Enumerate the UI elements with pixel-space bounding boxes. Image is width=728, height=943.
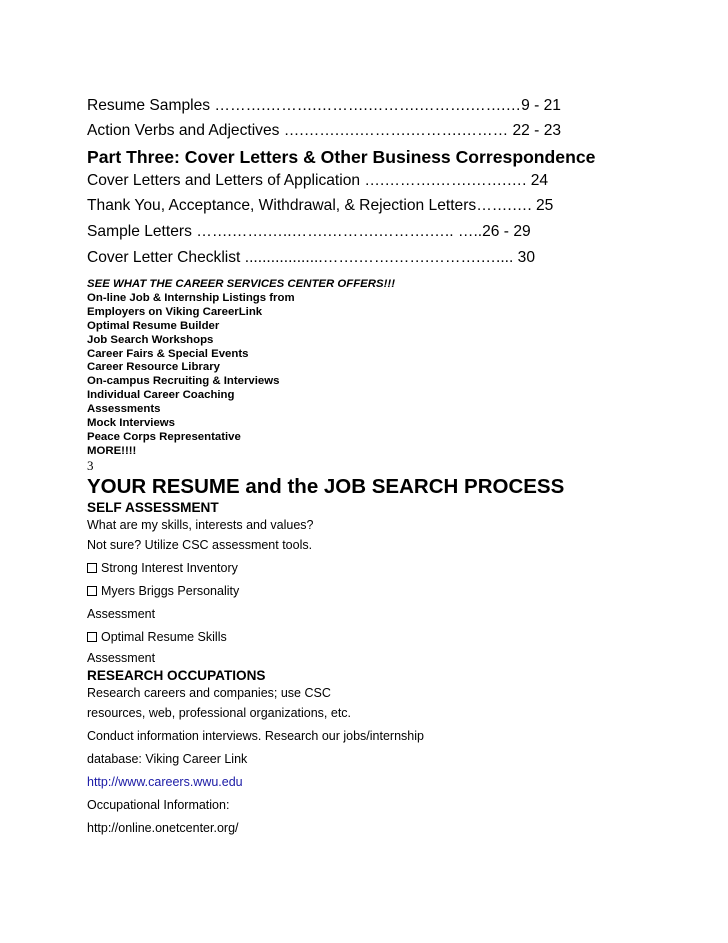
body-line: What are my skills, interests and values? (87, 517, 314, 532)
offers-title: SEE WHAT THE CAREER SERVICES CENTER OFFERS!!! (87, 278, 395, 290)
checklist-continuation: Assessment (87, 650, 156, 665)
checkbox-icon (87, 586, 97, 596)
checklist-label: Optimal Resume Skills (101, 629, 227, 644)
offers-item: Mock Interviews (87, 417, 175, 430)
offers-item: On-campus Recruiting & Interviews (87, 375, 280, 388)
body-line: Conduct information interviews. Research our jobs/internship (87, 728, 424, 743)
careers-link[interactable]: http://www.careers.wwu.edu (87, 774, 243, 789)
checklist-item-strong-interest (87, 557, 687, 580)
toc-leader: …….…….…..…….……….……….….. ….. (191, 223, 483, 240)
offers-item: Individual Career Coaching (87, 389, 235, 402)
page-number: 3 (87, 457, 94, 473)
toc-title: Action Verbs and Adjectives (87, 122, 280, 139)
checkbox-icon (87, 632, 97, 642)
offers-item: MORE!!!! (87, 444, 137, 457)
toc-leader: ….……….…….…….…. (360, 172, 531, 189)
checklist-item-optimal-resume (87, 626, 687, 649)
onet-url: http://online.onetcenter.org/ (87, 820, 239, 835)
body-line: resources, web, professional organizations, etc. (87, 705, 352, 720)
toc-pages: 25 (535, 197, 554, 214)
toc-leader: ..................…….…….…….……….….... (240, 249, 518, 266)
toc-line-cover-letters (87, 169, 687, 192)
toc-line-resume-samples (87, 94, 687, 117)
toc-line-action-verbs (87, 119, 687, 143)
offers-item: On-line Job & Internship Listings from (87, 291, 295, 304)
checklist-label: Myers Briggs Personality (101, 583, 240, 598)
toc-line-sample-letters (87, 220, 687, 244)
occupational-info-label: Occupational Information: (87, 797, 230, 812)
toc-title: Cover Letter Checklist (87, 249, 241, 266)
part-three-heading: Part Three: Cover Letters & Other Business Correspondence (87, 147, 596, 167)
toc-pages: 30 (517, 249, 536, 266)
career-services-offers (87, 278, 687, 459)
document-page (87, 94, 687, 840)
offers-item: Career Fairs & Special Events (87, 347, 249, 360)
offers-item: Assessments (87, 403, 161, 416)
self-assessment-heading: SELF ASSESSMENT (87, 499, 219, 515)
toc-title: Sample Letters (87, 223, 192, 240)
toc-title: Thank You, Acceptance, Withdrawal, & Rejection Letters (87, 197, 477, 214)
offers-item: Job Search Workshops (87, 333, 214, 346)
checklist-continuation: Assessment (87, 606, 156, 621)
toc-leader: ……….……….……….……….……….…….… (210, 97, 522, 114)
toc-pages: 9 - 21 (521, 97, 561, 114)
body-line: Research careers and companies; use CSC (87, 685, 331, 700)
offers-item: Career Resource Library (87, 361, 220, 374)
toc-leader: ….…….….……….……….……… (279, 122, 513, 139)
toc-line-thank-you-letters (87, 194, 687, 218)
offers-item: Optimal Resume Builder (87, 319, 220, 332)
toc-pages: 26 - 29 (482, 223, 531, 240)
body-line: database: Viking Career Link (87, 751, 248, 766)
toc-line-cover-letter-checklist (87, 246, 687, 270)
body-line: Not sure? Utilize CSC assessment tools. (87, 537, 313, 552)
toc-title: Resume Samples (87, 97, 211, 114)
checklist-label: Strong Interest Inventory (101, 560, 238, 575)
checklist-item-myers-briggs (87, 580, 687, 603)
checkbox-icon (87, 563, 97, 573)
offers-item: Peace Corps Representative (87, 430, 241, 443)
offers-item: Employers on Viking CareerLink (87, 305, 263, 318)
section-title: YOUR RESUME and the JOB SEARCH PROCESS (87, 474, 565, 498)
toc-title: Cover Letters and Letters of Application (87, 172, 361, 189)
toc-pages: 22 - 23 (512, 122, 562, 139)
toc-pages: 24 (530, 172, 549, 189)
toc-leader: …….…. (476, 197, 536, 214)
research-occupations-heading: RESEARCH OCCUPATIONS (87, 667, 266, 683)
